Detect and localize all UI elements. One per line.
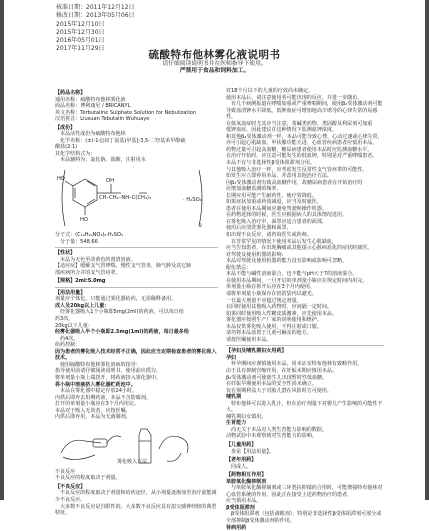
text-line: 本品辅料为：氯化钠、盐酸、注射用水 [60,157,146,164]
text-line: 患者在使用本品期间应避免驾驶和操作机器。 [226,205,327,212]
text-line: 在雾化吸入治疗中，面罩应适合患者的面部， [226,218,327,225]
section-heading: 【药品名称】 [55,90,86,96]
text-line: 单剂量小瓶在拆开后应在3个月内使用， [226,284,316,291]
text-line: 不良反应的程度取决于剂量和给药途径，从小剂量逐渐加至治疗量能减少不良反应。 [55,490,217,503]
text-line: 请勿将本品放置于儿童可触及的地方。 [226,330,312,337]
left-scan-edge [0,0,4,500]
text-line: 将单剂量小瓶上端扭开，将药液挤入雾化器中。 [55,374,161,381]
text-line: 20kg以下儿童： [55,322,93,329]
text-line: β₂受体激动剂可使新生儿出现暂时性低血糖。 [226,374,328,381]
text-line: 在非常罕见的情况下使用本品后发生心肌缺血， [231,238,337,245]
text-line: 在使用本品期间，一旦开启的单剂量小瓶应在规定时间内用完。 [226,277,368,284]
text-line: 内供后即弃用，本品为无菌制剂， [55,414,131,421]
divider [55,247,218,248]
structural-formula [55,165,218,231]
text-line: 本品对驾驶及使用机器的能力没有影响或影响可忽略。 [226,258,348,265]
text-line: 本品活性成份为硫酸特布他林 [60,131,126,138]
text-line: 如出现不良反应，请咨询医生或药师。 [226,232,312,239]
text-line: β受体阻滞剂（包括滴眼剂），特别是非选择性β受体阻滞剂可部分或全部抑制β受体激动剂的作用。 [226,511,382,524]
revision-date: 2016年05月01日 [56,37,105,45]
text-line: 英文名称：Terbutaline Sulphate Solution for Nebulization [55,109,197,116]
molecular-formula: 分子式：(C₁₂H₁₉NO₃)₂·H₂SO₄ [55,232,123,239]
text-line: 其化学结构式为： [55,150,96,157]
text-line: 应当告知患者，在出现胸痛或其他提示心脏病恶化的症状时就医。 [226,245,373,252]
text-line: 低钾血症，因此建议在这种情况下监测血钾浓度。 [226,127,338,134]
subheading: 成人及20kg以上儿童： [55,302,110,309]
text-line: 打开的单剂量小瓶应在3个月内用完。 [55,401,139,408]
text-line: 与其他吸入治疗一样，应考虑发生反常性支气管痉挛的可能性， [226,166,368,173]
text-line: 使用硫酸特布他林雾化溶液的指导： [60,361,141,368]
text-line: 在治疗开始时，应注意可能发生的低血钾，特别是对严重哮喘患者。 [226,153,378,160]
text-line: 经雾化器吸入1个小瓶即5mg(2ml)的药液，可以每日给 [60,309,184,316]
molecular-weight: 分子量：548.66 [60,238,98,245]
chem-chain-label: CH–CH₂–NH–C(CH₃)₃ [99,195,152,202]
text-line: 亦可引起心肌缺血，甲状腺功能亢进、心血管疾病患者应慎用本品。 [226,140,378,147]
text-line: 因β₂受体激动剂有致高血糖作用，故糖尿病患者在开始治疗时 [226,179,363,186]
text-line: 不良反应 [55,468,76,475]
revision-date: 修改日期：2013年05月06日 [56,12,135,20]
text-line: 在药物选择的时候，医生应根据病人的具体情况选用。 [226,212,348,219]
subheading: 肾病用药 [226,524,247,531]
subheading: 哺乳期 [226,394,242,401]
subheading: 经雾化器吸入半个小瓶即2.5mg(1ml)的药液，每日最多给 [55,329,189,336]
text-line: 如果症状加重或药效减退，应当及时就医。 [226,199,322,206]
text-line: 商品名称：博利康尼 / BRICANYL [55,103,131,110]
text-line: 请将单剂量小瓶保存在铝箔袋内以避光。 [226,290,317,297]
text-line: 不良反应的程度取决于剂量。 [55,475,121,482]
text-line: 对18个月以下的儿童的疗效尚未确定。 [226,88,314,94]
text-line: 给药控制： [55,342,81,349]
warning-line-bold: 严禁用于食品和饲料加工。 [179,68,250,74]
section-heading: 【孕妇及哺乳期妇女用药】 [226,348,287,355]
text-line: 药4次。 [60,335,79,342]
left-column [55,88,218,517]
text-line: 配伍禁忌： [226,264,252,271]
section-heading: 【儿童用药】 [226,441,257,448]
section-heading: 【不良反应】 [55,483,86,490]
text-line: 与单胺氧化酶抑制剂或三环类抗抑郁药合用时，可能增强特布他林对 [231,485,383,492]
text-line: 在低氧血症时尤其应当注意，茶碱类药物、类固醇及利尿剂可加重 [226,120,373,127]
text-line: 使用本品后，请注意使用者可能出现的反应，并进一步随访。 [226,94,363,101]
illustration-caption: 雾化吸入方法 [117,458,148,465]
page-title: 硫酸特布他林雾化液说明书 [148,49,281,61]
section-heading: 【用法用量】 [55,289,86,296]
chem-atom-label: HO [57,176,65,183]
section-heading: 【规格】2ml:5.0mg [55,278,106,285]
divider [226,345,384,346]
text-line: 如果同时使用吸入性糖皮质激素，应先使用本品。 [226,310,338,317]
section-heading: 【成份】 [55,124,76,131]
section-heading: 【药物相互作用】 [226,472,267,479]
revision-date: 2015年12月30日 [56,28,105,36]
text-line: 心血管系统的作用，因此正在接受上述药物治疗的患者， [226,491,353,498]
text-line: 仅在预期利益大于对胎儿潜在风险时方可使用。 [226,387,332,394]
text-line: 化学名称：(±)-1-[(叔丁氨基)甲基]-3,5-二羟基苯甲醇硫 [60,137,186,144]
chem-acid-label: · H₂SO₄ [183,197,202,204]
text-line: 汉语拼音：Liusuan Tebutalin Wuhuaye [55,116,150,123]
text-line: 本品仅供雾化吸入使用，不得注射或口服。 [226,323,322,330]
subheading: 单胺氧化酶抑制剂 [226,478,267,485]
subheading: 孕妇 [226,354,237,361]
text-line: 内供后即弃去用剩药液，本品不含防腐剂。 [55,394,151,401]
warning-line: 请仔细阅读说明书并在医师指导下使用。 [162,61,267,67]
revision-date: 2015年12月10日 [56,20,105,28]
text-line: 长期应用可能产生耐药性，使疗效降低。 [226,192,317,199]
text-line: 指导使用前请仔细阅读说明书，使用前应摇匀。 [55,368,161,375]
text-line: 在同时使用其他吸入药物时，应间隔一定时间。 [226,304,332,311]
text-line: 由于具有抑制宫缩作用，在妊娠末期应慎用本品。 [226,367,338,374]
section-heading: 【老年用药】 [226,457,257,464]
nebulizer-illustration [55,423,218,467]
text-line: 大多数不良反应是自限性的。大多数不良反应具有拟交感神经胺的典型特征。 [55,503,217,517]
text-line: 药物过量可引起高血糖，糖尿病患者使用本品时应监测血糖水平。 [226,146,373,153]
text-line: 雾化器应按照生产厂家的说明使用和维护。 [226,317,322,324]
section-heading: 【性状】 [55,250,76,257]
text-line: 参见【用法用量】。 [231,448,274,455]
text-line: 和其他β₂受体激动剂一样，本品可能导致心悸、心动过速或心律失常， [226,133,383,140]
chem-atom-label: HO [80,217,88,224]
subheading: 生育能力 [226,420,247,427]
text-line: 同成人。 [231,463,252,470]
text-line: 应增加血糖监测的频率。 [226,186,282,193]
text-line: 本品为无色至淡黄色的澄清溶液。 [60,256,136,263]
usage-illustration [55,423,218,467]
text-line: 应当慎用本品。 [226,498,262,505]
text-line: 请按医嘱使用本品。 [226,336,272,343]
right-scan-edge [425,0,429,500]
text-line: 通用名称：硫酸特布他林雾化液 [55,96,126,103]
warning-block [0,61,429,75]
chem-atom-label: OH [106,178,114,185]
text-line: 特布他林可以进入乳汁，但在治疗剂量下对婴儿产生影响的可能性不大。 [226,400,383,414]
text-line: 哺乳期妇女慎用。 [226,413,267,420]
text-line: 有几个病例报道在哮喘加重或严重哮喘期间，使用β₂受体激动剂可能 [231,101,383,108]
text-line: 使用后应清洗雾化器和面罩。 [226,225,292,232]
subheading: 因为患者的雾化吸入技术经常不正确，因此应当定期检查患者的雾化吸入技术。 [55,348,217,362]
text-line: 剂量应个体化。只能通过雾化器给药，无需稀释备用。 [55,296,177,303]
text-line: 本品不能与碱性溶液混合，也不能与pH大于7的溶液混合。 [226,271,358,278]
text-line: 尚无关于本品对人类生育能力影响的数据。 [231,426,327,433]
subheading: 将小瓶中溶液挤入雾化器贮药池中。 [55,381,136,388]
text-line: 如发生应立即停用本品，并改用其他治疗方法。 [226,173,332,180]
revision-date: 核准日期：2011年12月12日 [56,4,135,11]
text-line: 本品不宜与非选择性β受体阻滞剂合用。 [226,160,316,167]
right-column [226,88,384,531]
text-line: 【适应症】缓解支气管哮喘、慢性支气管炎、肺气肿及其它肺 [55,263,192,270]
text-line: 怀孕期间应谨慎使用本品。尚未证实特布他林有致畸作用。 [231,361,363,368]
text-line: 酸盐(2:1) [55,144,78,151]
text-line: 动物试验中未观察到对生育能力的影响。 [226,433,317,440]
chemical-structure-drawing [55,165,218,231]
text-line: 本品对于吸入无效者，应按医嘱。 [55,407,131,414]
divider [55,287,218,288]
text-line: 本品在雾化器中稳定存放24小时。 [60,388,138,395]
text-line: 导致血清钾水平降低。低钾血症可增加地高辛诱导的心律失常的易感性。 [226,107,378,121]
chem-subscript: 2 [199,224,202,230]
revision-date: 2017年11月29日 [56,45,105,53]
text-line: 一日最大剂量不应超过规定剂量。 [226,297,302,304]
subheading: β受体阻滞剂 [226,504,255,511]
text-line: 对驾驶及使用机器的影响： [226,251,287,258]
text-line: 药3次。 [55,316,74,323]
text-line: 在妊娠早期使用本品的安全性尚未确立。 [226,381,317,388]
text-line: 部疾病所合并的支气管痉挛。 [55,269,121,276]
